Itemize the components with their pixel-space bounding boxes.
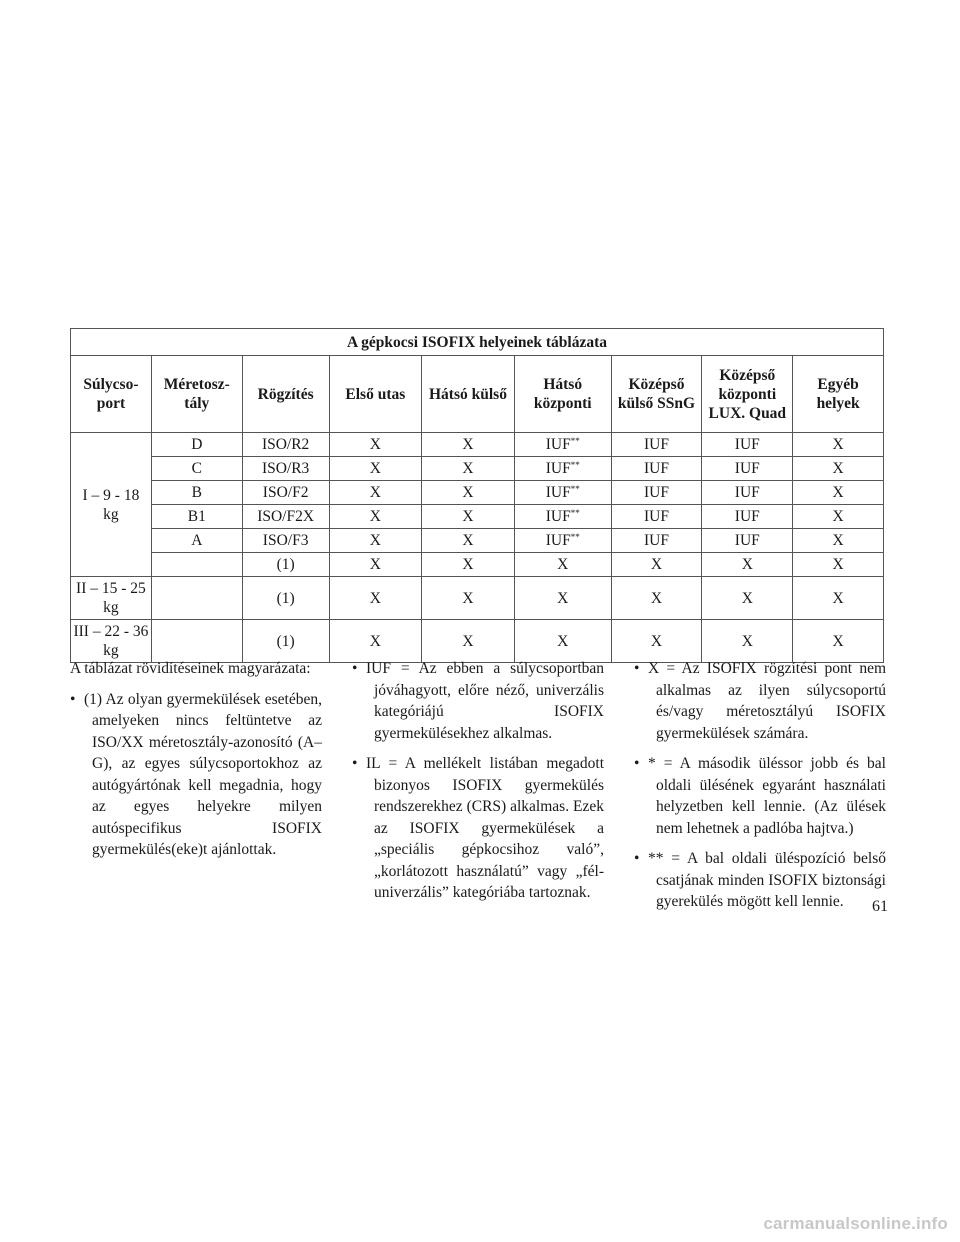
table-cell: X <box>422 433 515 457</box>
table-cell <box>514 433 611 457</box>
weight-group-cell: II – 15 - 25 kg <box>71 577 152 620</box>
table-cell: X <box>514 620 611 663</box>
legend-item <box>352 753 604 904</box>
table-cell: IUF <box>611 481 702 505</box>
header-front-passenger: Első utas <box>329 356 422 433</box>
fixture-cell: (1) <box>242 577 329 620</box>
table-cell <box>514 481 611 505</box>
table-cell: IUF <box>702 481 793 505</box>
table-cell: X <box>329 577 422 620</box>
cell-value: IUF <box>545 508 571 525</box>
bullet-mark: • <box>70 690 76 708</box>
header-rear-outer: Hátsó külső <box>422 356 515 433</box>
table-cell: X <box>329 433 422 457</box>
legend-column-3 <box>634 658 886 922</box>
table-title: A gépkocsi ISOFIX helyeinek táblázata <box>71 329 884 356</box>
bullet-mark: • <box>634 850 640 867</box>
table-row <box>71 457 884 481</box>
table-cell: X <box>422 529 515 553</box>
table-row <box>71 433 884 457</box>
footnote-marker: ** <box>570 484 580 494</box>
table-cell: IUF <box>611 457 702 481</box>
table-cell: X <box>422 481 515 505</box>
header-fixture: Rögzítés <box>242 356 329 433</box>
legend-item <box>634 753 886 839</box>
size-class-cell <box>151 577 242 620</box>
legend-item-text: X = Az ISOFIX rögzítési pont nem alkalmas az ilyen súlycsoportú és/vagy méretosztályú ISOFIX gyermekülések számára. <box>648 660 886 742</box>
footnote-marker: ** <box>570 460 580 470</box>
header-other-seats: Egyéb helyek <box>793 356 884 433</box>
size-class-cell <box>151 620 242 663</box>
table-cell: X <box>329 529 422 553</box>
table-cell: X <box>702 553 793 577</box>
table-cell: X <box>514 577 611 620</box>
cell-value: IUF <box>545 460 571 477</box>
legend-item <box>634 658 886 744</box>
header-weight-group: Súlycso-port <box>71 356 152 433</box>
table-cell: X <box>422 457 515 481</box>
table-row <box>71 553 884 577</box>
table-cell: X <box>329 481 422 505</box>
size-class-cell: B1 <box>151 505 242 529</box>
table-cell: X <box>702 620 793 663</box>
legend-item-text: (1) Az olyan gyermekülések esetében, amelyeken nincs feltüntetve az ISO/XX méretosztály-azonosító (A–G), az egyes súlycsoportokhoz az autógyártónak kell megadnia, hogy az egyes helyekre milyen autóspecifikus ISOFIX gyermekülés(eke)t ajánlottak. <box>84 690 322 858</box>
table-cell: IUF <box>702 505 793 529</box>
table-cell: IUF <box>702 529 793 553</box>
legend-item-text: * = A második üléssor jobb és bal oldali ülésének egyaránt használati helyzetben kell lennie. (Az ülések nem lehetnek a padlóba hajtva.) <box>648 755 886 837</box>
bullet-mark: • <box>634 755 640 772</box>
footnote-marker: ** <box>570 508 580 518</box>
table-cell: X <box>793 553 884 577</box>
table-cell: X <box>422 553 515 577</box>
header-rear-center: Hátsó központi <box>514 356 611 433</box>
table-cell: IUF <box>702 433 793 457</box>
table-cell: X <box>793 577 884 620</box>
cell-value: IUF <box>545 532 571 549</box>
table-cell: X <box>422 505 515 529</box>
legend-title: A táblázat rövidítéseinek magyarázata: <box>70 660 311 677</box>
legend-item-text: IL = A mellékelt listában megadott bizonyos ISOFIX gyermekülés rendszerekhez (CRS) alkalmas. Ezek az ISOFIX gyermekülések a „speciális gépkocsihoz való”, „korlátozott használatú” vagy „fél-univerzális” kategóriába tartoznak. <box>366 755 604 901</box>
size-class-cell <box>151 553 242 577</box>
weight-group-cell: III – 22 - 36 kg <box>71 620 152 663</box>
fixture-cell: (1) <box>242 620 329 663</box>
fixture-cell: ISO/R2 <box>242 433 329 457</box>
table-cell: IUF <box>702 457 793 481</box>
footnote-marker: ** <box>570 532 580 542</box>
table-row <box>71 529 884 553</box>
footnote-marker: ** <box>570 436 580 446</box>
legend-item <box>352 658 604 744</box>
table-cell: X <box>793 433 884 457</box>
legend-item <box>70 689 322 861</box>
fixture-cell: (1) <box>242 553 329 577</box>
bullet-mark: • <box>634 660 640 677</box>
size-class-cell: A <box>151 529 242 553</box>
fixture-cell: ISO/F3 <box>242 529 329 553</box>
table-cell: X <box>329 553 422 577</box>
table-cell <box>514 505 611 529</box>
isofix-table <box>70 328 884 663</box>
cell-value: IUF <box>545 484 571 501</box>
table-cell: IUF <box>611 505 702 529</box>
watermark-text: carmanualsonline.info <box>763 1214 948 1233</box>
header-size-class: Méretosz-tály <box>151 356 242 433</box>
table-cell: X <box>422 620 515 663</box>
table-cell: X <box>514 553 611 577</box>
legend-column-1 <box>70 658 322 870</box>
size-class-cell: D <box>151 433 242 457</box>
table-cell: IUF <box>611 433 702 457</box>
legend-item-text: ** = A bal oldali üléspozíció belső csatjának minden ISOFIX biztonsági gyerekülés mögött kell lennie. <box>648 850 886 910</box>
legend-item <box>634 848 886 913</box>
table-row <box>71 505 884 529</box>
table-cell: IUF <box>611 529 702 553</box>
table-row <box>71 481 884 505</box>
table-cell: X <box>793 481 884 505</box>
table-cell: X <box>329 620 422 663</box>
bullet-mark: • <box>352 660 358 677</box>
fixture-cell: ISO/F2 <box>242 481 329 505</box>
fixture-cell: ISO/F2X <box>242 505 329 529</box>
legend-column-2 <box>352 658 604 913</box>
weight-group-cell: I – 9 - 18 kg <box>71 433 152 577</box>
table-cell <box>514 457 611 481</box>
table-cell: X <box>793 457 884 481</box>
size-class-cell: B <box>151 481 242 505</box>
table-cell: X <box>329 505 422 529</box>
table-cell <box>514 529 611 553</box>
size-class-cell: C <box>151 457 242 481</box>
table-cell: X <box>793 529 884 553</box>
table-cell: X <box>422 577 515 620</box>
bullet-mark: • <box>352 755 358 772</box>
table-cell: X <box>611 553 702 577</box>
table-cell: X <box>611 620 702 663</box>
table-row <box>71 620 884 663</box>
header-middle-center-lux-quad: Középső központi LUX. Quad <box>702 356 793 433</box>
table-cell: X <box>611 577 702 620</box>
legend-item-text: IUF = Az ebben a súlycsoportban jóváhagyott, előre néző, univerzális kategóriájú ISOFIX gyermekülésekhez alkalmas. <box>366 660 604 742</box>
table-row <box>71 577 884 620</box>
page-number: 61 <box>872 898 888 915</box>
cell-value: IUF <box>545 436 571 453</box>
table-cell: X <box>329 457 422 481</box>
table-cell: X <box>702 577 793 620</box>
fixture-cell: ISO/R3 <box>242 457 329 481</box>
header-middle-outer-ssng: Középső külső SSnG <box>611 356 702 433</box>
table-cell: X <box>793 505 884 529</box>
table-cell: X <box>793 620 884 663</box>
